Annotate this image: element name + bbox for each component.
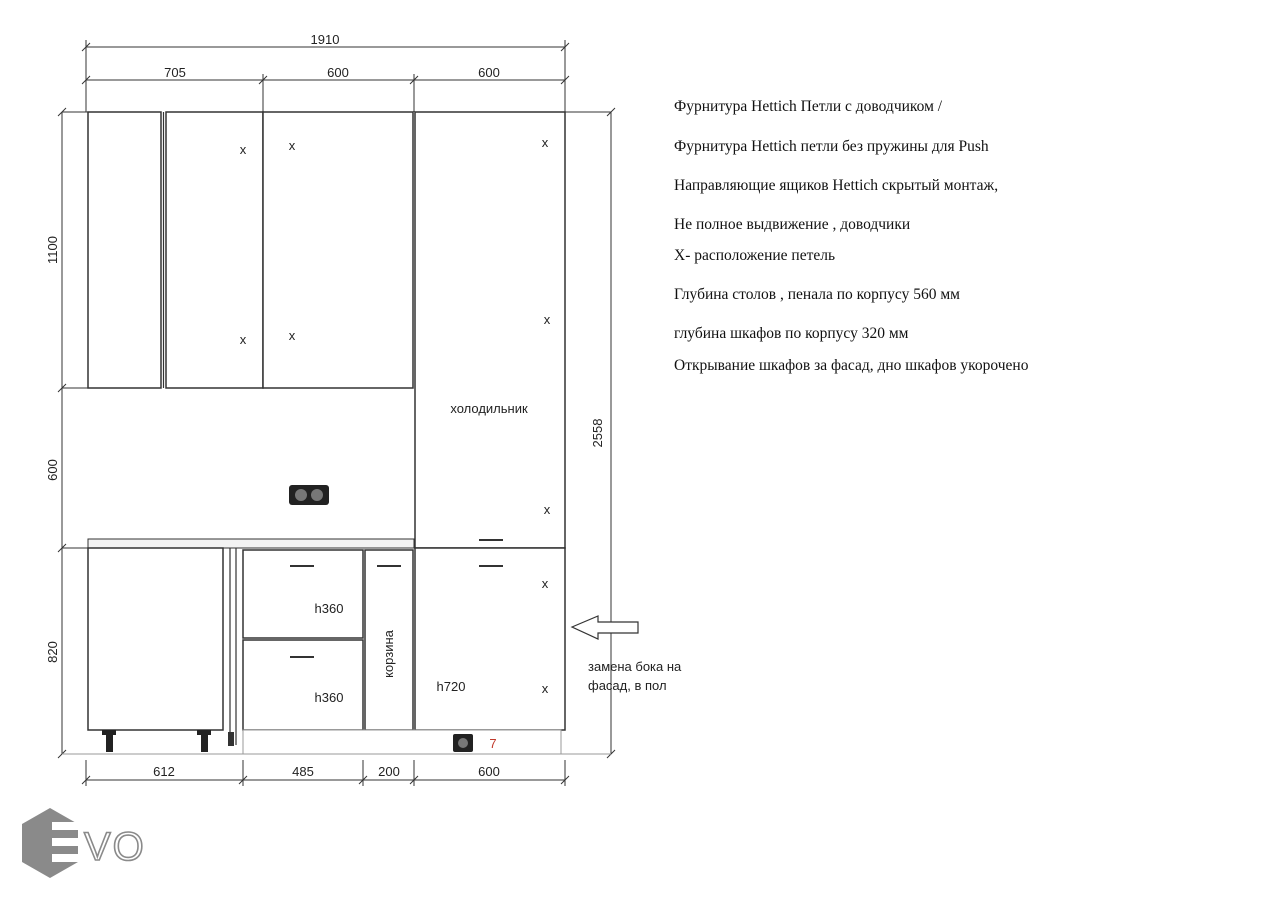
hinge-mark: x [541, 576, 549, 591]
note-line: глубина шкафов по корпусу 320 мм [674, 325, 909, 342]
note-line: Направляющие ящиков Hettich скрытый монтаж, [674, 177, 999, 194]
arrow-left-icon [572, 616, 638, 639]
dim-height-1100: 1100 [45, 236, 60, 264]
drawer-bottom-height: h360 [314, 690, 344, 705]
note-line: X- расположение петель [674, 247, 836, 264]
hinge-mark: x [543, 502, 551, 517]
hinge-mark: x [239, 332, 247, 347]
note-line: Фурнитура Hettich Петли с доводчиком / [674, 98, 943, 115]
dim-bottom-612: 612 [153, 764, 175, 779]
callout-line-2: фасад, в пол [588, 678, 667, 693]
number-seven: 7 [489, 736, 497, 751]
note-line: Открывание шкафов за фасад, дно шкафов укорочено [674, 357, 1029, 374]
cooktop-icon [289, 485, 329, 505]
hinge-mark: x [541, 681, 549, 696]
dim-height-600: 600 [45, 459, 60, 481]
note-line: Глубина столов , пенала по корпусу 560 мм [674, 286, 960, 303]
dim-bottom-200: 200 [378, 764, 400, 779]
dim-top-705: 705 [164, 65, 186, 80]
basket-label: корзина [381, 630, 396, 678]
door-height-label: h720 [436, 679, 466, 694]
logo-text: VO [84, 825, 146, 869]
hinge-mark: x [543, 312, 551, 327]
dim-height-820: 820 [45, 641, 60, 663]
dim-bottom-485: 485 [292, 764, 314, 779]
logo [22, 808, 146, 878]
note-line: Не полное выдвижение , доводчики [674, 216, 911, 233]
callout-note [588, 657, 681, 695]
dim-top-600-b: 600 [478, 65, 500, 80]
socket-icon [453, 734, 473, 752]
drawer-top-height: h360 [314, 601, 344, 616]
hinge-mark: x [239, 142, 247, 157]
dim-height-2558: 2558 [590, 418, 605, 448]
hinge-mark: x [541, 135, 549, 150]
callout-line-1: замена бока на [588, 659, 682, 674]
hinge-mark: x [288, 328, 296, 343]
hinge-mark: x [288, 138, 296, 153]
fridge-label: холодильник [450, 401, 528, 416]
dim-top-600-a: 600 [327, 65, 349, 80]
note-line: Фурнитура Hettich петли без пружины для Push [674, 138, 989, 155]
dim-total-width: 1910 [310, 32, 340, 47]
dim-bottom-600: 600 [478, 764, 500, 779]
